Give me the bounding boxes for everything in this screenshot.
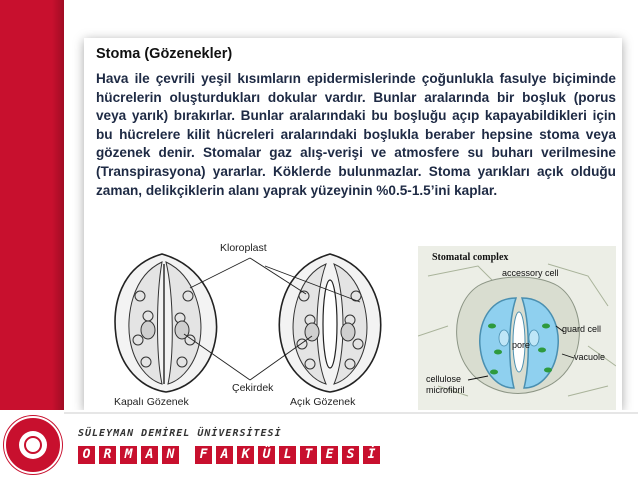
faculty-letter: S — [342, 446, 359, 464]
faculty-letter: T — [300, 446, 317, 464]
faculty-letter: Ü — [258, 446, 275, 464]
label-cellulose-microfibril: cellulose microfibril — [426, 374, 465, 395]
label-guard-cell: guard cell — [562, 324, 602, 334]
faculty-letter: R — [99, 446, 116, 464]
faculty-letter: L — [279, 446, 296, 464]
footer-divider — [64, 412, 638, 414]
faculty-letter: A — [141, 446, 158, 464]
faculty-letter: E — [321, 446, 338, 464]
faculty-letter: A — [216, 446, 233, 464]
label-cekirdek: Çekirdek — [232, 382, 274, 394]
faculty-letter: İ — [363, 446, 380, 464]
faculty-letter: M — [120, 446, 137, 464]
university-seal-icon — [4, 416, 62, 474]
faculty-letter: F — [195, 446, 212, 464]
label-kapali-gozenek: Kapalı Gözenek — [114, 396, 189, 408]
slide-title: Stoma (Gözenekler) — [96, 46, 233, 62]
faculty-letter: N — [162, 446, 179, 464]
label-pore: pore — [512, 340, 531, 350]
faculty-letter: K — [237, 446, 254, 464]
university-name: SÜLEYMAN DEMİREL ÜNİVERSİTESİ — [78, 428, 282, 439]
label-stomatal-complex: Stomatal complex — [432, 252, 509, 263]
faculty-name — [78, 446, 380, 464]
stomatal-complex-figure — [418, 246, 616, 410]
label-acik-gozenek: Açık Gözenek — [290, 396, 356, 408]
slide-paragraph: Hava ile çevrili yeşil kısımların epidermislerinde çoğunlukla fasulye biçiminde hücrelerin oluşturdukları dokular vardır. Bunlar aralarında bir boşluk (porus veya yarık) bırakırlar. Bunlar aralarındaki bu boşluğu açıp kapayabildikleri için bu hücrelere kilit hücreleri aralarındaki boşlukla beraber hepsine stoma veya gözenek denir. Stomalar gaz alış-verişi ve atmosfere su buharı verilmesine (Transpirasyona) yararlar. Köklerde bulunmazlar. Stoma yarıkları açık olduğu zaman, delikçiklerin alanı yaprak yüzeyinin %0.5-1.5’ini kaplar. — [96, 71, 616, 198]
label-accessory-cell: accessory cell — [502, 268, 559, 278]
faculty-letter: O — [78, 446, 95, 464]
left-red-band-shade — [52, 0, 64, 478]
label-vacuole: vacuole — [574, 352, 606, 362]
faculty-gap — [183, 446, 191, 464]
label-kloroplast: Kloroplast — [220, 242, 267, 254]
stoma-drawing-figure — [100, 236, 390, 410]
footer — [0, 410, 638, 478]
closed-stoma-drawing — [115, 254, 217, 392]
open-stoma-drawing — [279, 254, 380, 392]
